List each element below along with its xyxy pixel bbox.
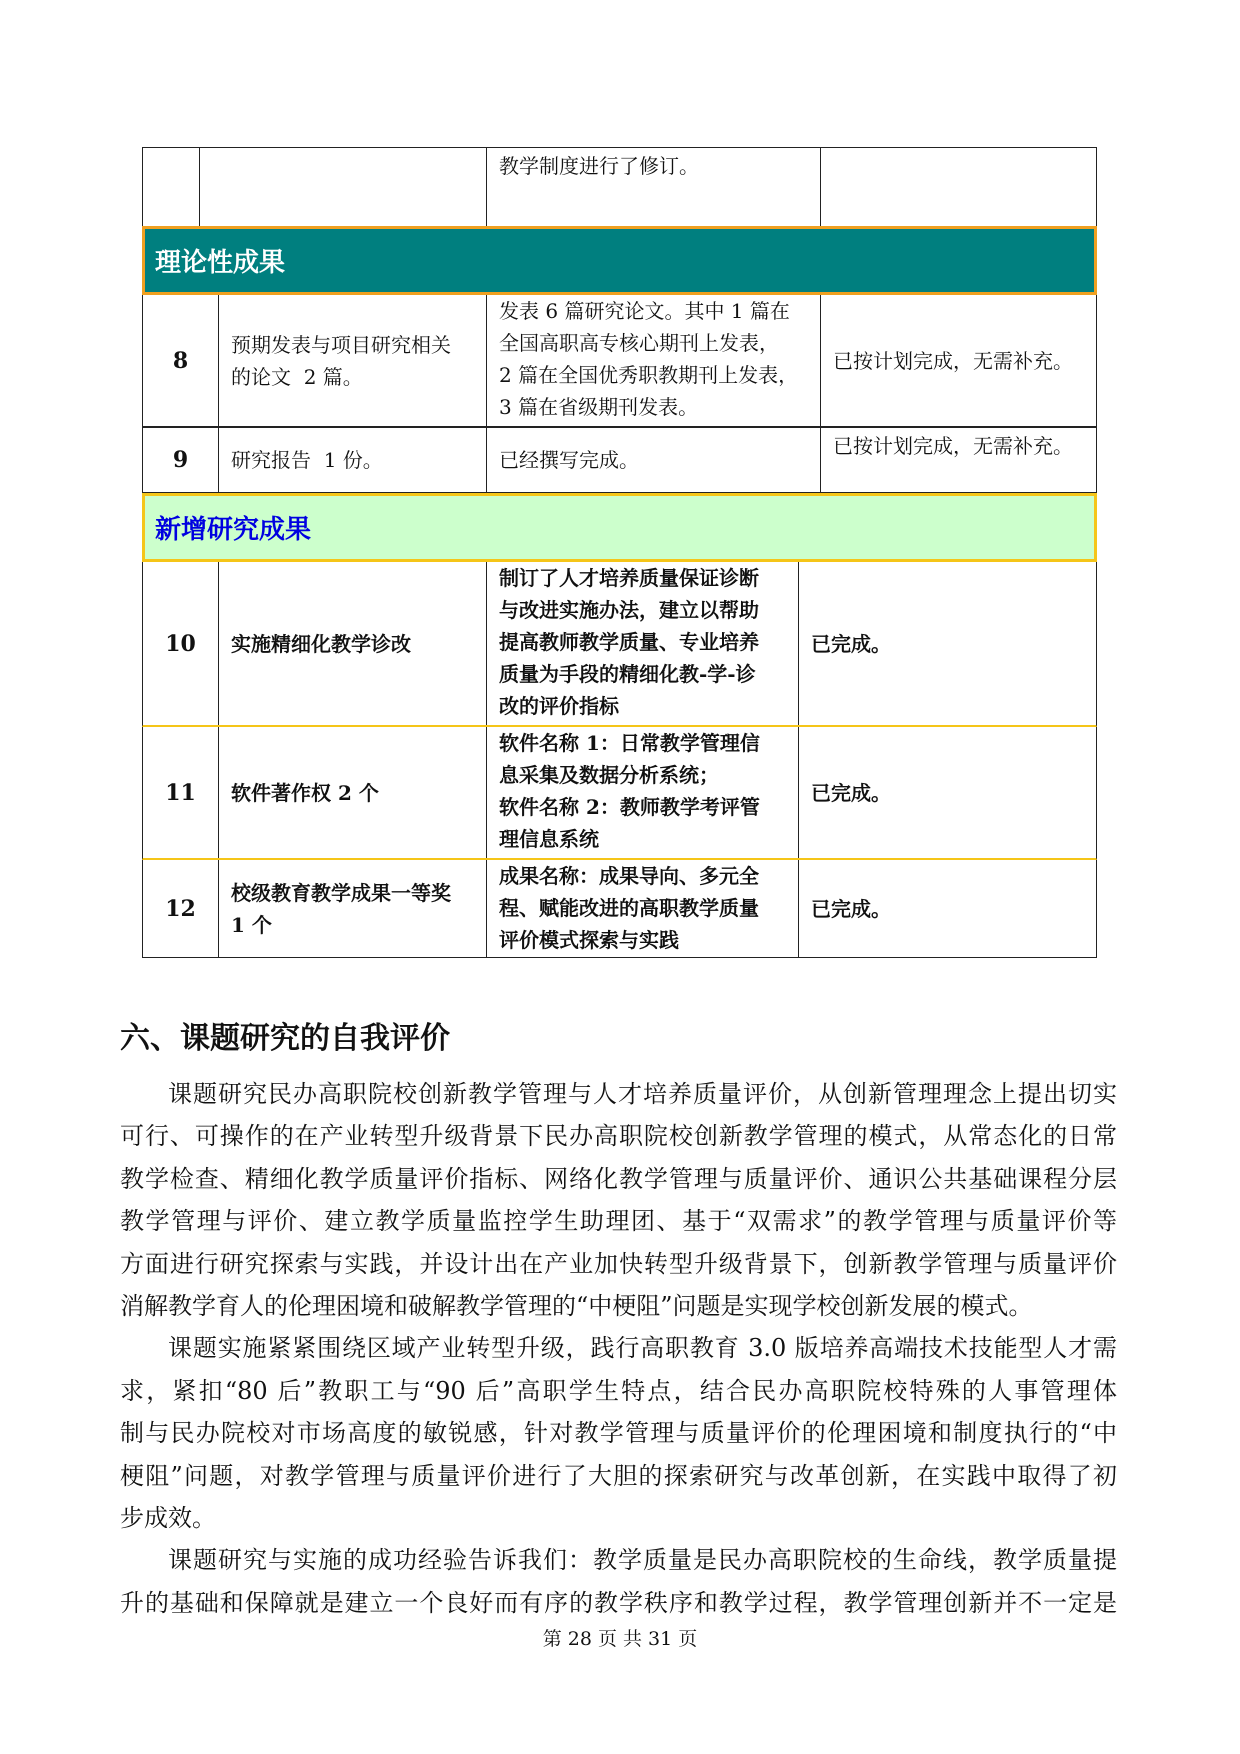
status: 已完成。 xyxy=(811,780,891,805)
cell-text: 软件著作权 2 个 xyxy=(231,780,379,805)
cell-line: 成果名称：成果导向、多元全 xyxy=(499,864,759,888)
paragraph xyxy=(120,1327,1117,1539)
text-line: 梗阻”问题，对教学管理与质量评价进行了大胆的探索研究与改革创新，在实践中取得了初 xyxy=(120,1461,1117,1490)
row-number: 11 xyxy=(165,779,196,806)
section-header-new xyxy=(142,493,1097,562)
cell-line: 评价模式探索与实践 xyxy=(499,928,679,952)
text-line: 消解教学育人的伦理困境和破解教学管理的“中梗阻”问题是实现学校创新发展的模式。 xyxy=(120,1291,1033,1320)
cell-text: 实施精细化教学诊改 xyxy=(231,631,411,656)
text-line: 教学管理与评价、建立教学质量监控学生助理团、基于“双需求”的教学管理与质量评价等 xyxy=(120,1207,1117,1236)
status: 已完成。 xyxy=(811,631,891,656)
text-line: 方面进行研究探索与实践，并设计出在产业加快转型升级背景下，创新教学管理与质量评价 xyxy=(120,1249,1117,1278)
page-footer: 第 28 页 共 31 页 xyxy=(542,1628,698,1650)
cell-text: 研究报告 1 份。 xyxy=(231,448,383,472)
cell-line: 2 篇在全国优秀职教期刊上发表， xyxy=(499,363,799,387)
cell-line: 软件名称 1：日常教学管理信 xyxy=(499,731,760,755)
cell-line: 质量为手段的精细化教-学-诊 xyxy=(499,662,756,686)
body-text xyxy=(120,1073,1117,1624)
text-line: 制与民办院校对市场高度的敏锐感，针对教学管理与质量评价的伦理困境和制度执行的“中 xyxy=(120,1419,1117,1448)
table-row xyxy=(142,427,1097,493)
section-header-theory xyxy=(142,226,1097,295)
text-line: 课题研究民办高职院校创新教学管理与人才培养质量评价，从创新管理理念上提出切实 xyxy=(168,1080,1117,1108)
cell-line: 1 个 xyxy=(231,912,272,937)
table-row xyxy=(142,727,1097,860)
cell-line: 与改进实施办法，建立以帮助 xyxy=(499,598,759,622)
cell-line: 预期发表与项目研究相关 xyxy=(231,332,451,357)
paragraph xyxy=(120,1539,1117,1624)
paragraph xyxy=(120,1073,1117,1327)
text-line: 课题研究与实施的成功经验告诉我们：教学质量是民办高职院校的生命线，教学质量提 xyxy=(168,1546,1117,1575)
cell-line: 息采集及数据分析系统； xyxy=(499,763,719,787)
row-number: 8 xyxy=(172,347,189,374)
cell-line: 教学制度进行了修订。 xyxy=(499,154,699,178)
cell-line: 全国高职高专核心期刊上发表， xyxy=(499,331,779,355)
section-heading: 六、课题研究的自我评价 xyxy=(120,1021,450,1056)
cell-line: 改的评价指标 xyxy=(499,694,619,718)
cell-line: 制订了人才培养质量保证诊断 xyxy=(499,566,759,590)
cell-line: 的论文 2 篇。 xyxy=(231,364,363,389)
row-number: 9 xyxy=(172,447,189,473)
table-row xyxy=(142,860,1097,958)
section-title: 理论性成果 xyxy=(155,248,286,278)
status: 已按计划完成，无需补充。 xyxy=(833,348,1073,373)
cell-line: 程、赋能改进的高职教学质量 xyxy=(499,896,759,920)
cell-line: 理信息系统 xyxy=(499,827,599,851)
cell-line: 提高教师教学质量、专业培养 xyxy=(499,630,759,654)
text-line: 求，紧扣“80 后”教职工与“90 后”高职学生特点，结合民办高职院校特殊的人事管理体 xyxy=(120,1376,1117,1405)
row-number: 12 xyxy=(165,895,196,922)
cell-text: 已经撰写完成。 xyxy=(499,448,639,472)
table-row xyxy=(142,147,1097,226)
text-line: 可行、可操作的在产业转型升级背景下民办高职院校创新教学管理的模式，从常态化的日常 xyxy=(120,1122,1117,1151)
cell-line: 发表 6 篇研究论文。其中 1 篇在 xyxy=(499,299,790,323)
text-line: 升的基础和保障就是建立一个良好而有序的教学秩序和教学过程，教学管理创新并不一定是 xyxy=(120,1588,1117,1617)
cell-line: 软件名称 2：教师教学考评管 xyxy=(499,795,760,819)
cell-line: 校级教育教学成果一等奖 xyxy=(231,880,451,905)
text-line: 教学检查、精细化教学质量评价指标、网络化教学管理与质量评价、通识公共基础课程分层 xyxy=(120,1164,1117,1193)
table-row xyxy=(142,562,1097,727)
status: 已完成。 xyxy=(811,896,891,921)
text-line: 课题实施紧紧围绕区域产业转型升级，践行高职教育 3.0 版培养高端技术技能型人才需 xyxy=(168,1334,1117,1363)
cell-line: 3 篇在省级期刊发表。 xyxy=(499,395,699,419)
status: 已按计划完成，无需补充。 xyxy=(833,434,1073,458)
section-title: 新增研究成果 xyxy=(155,515,312,545)
text-line: 步成效。 xyxy=(120,1503,216,1532)
table-row xyxy=(142,295,1097,427)
row-number: 10 xyxy=(165,630,196,657)
